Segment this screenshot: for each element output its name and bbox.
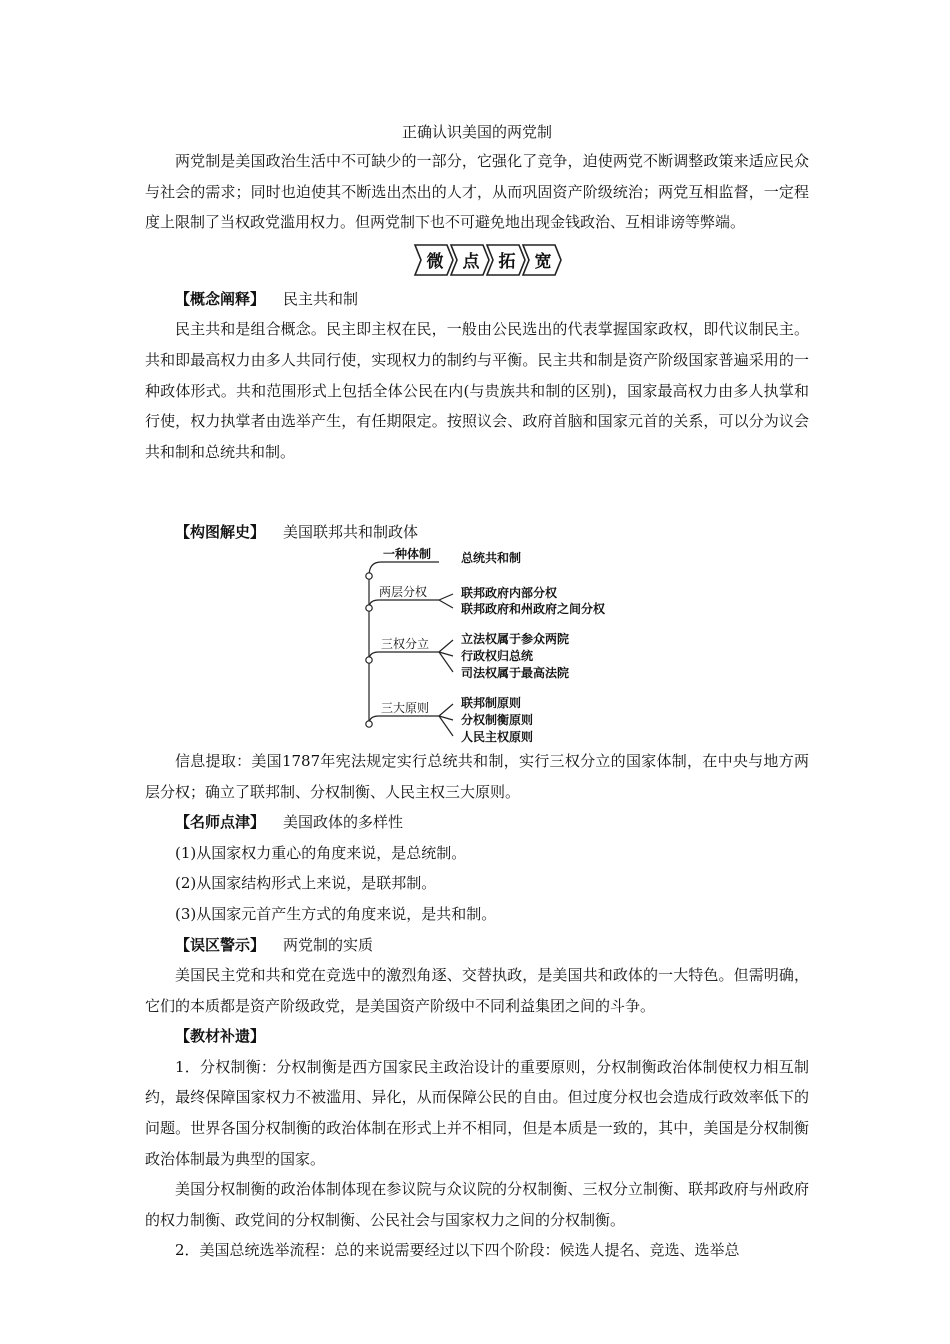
page-title: 正确认识美国的两党制 [401,123,552,141]
fork-3 [439,640,453,672]
supplement-heading [145,1021,809,1052]
branch-2 [369,600,439,608]
leaf-label: 联邦制原则 [461,695,522,710]
teacher-topic: 美国政体的多样性 [283,813,404,832]
banner-char-4: 宽 [534,251,552,272]
intro-paragraph: 两党制是美国政治生活中不可缺少的一部分，它强化了竞争，迫使两党不断调整政策来适应民众与社会的需求；同时也迫使其不断选出杰出的人才，从而巩固资产阶级统治；两党互相监督，一定程度上限制了当权政党滥用权力。但两党制下也不可避免地出现金钱政治、互相诽谤等弊端。 [145,152,809,232]
node-dot-3 [366,657,372,663]
leaf-label: 联邦政府和州政府之间分权 [461,601,606,616]
diagram-tag: 【构图解史】 [175,523,266,542]
teacher-item: (2)从国家结构形式上来说，是联邦制。 [175,874,437,893]
node-label-4: 三大原则 [381,700,430,715]
teacher-item: (1)从国家权力重心的角度来说，是总统制。 [175,843,467,862]
fork-2 [439,594,453,608]
concept-heading [145,284,809,315]
branch-4 [369,716,439,724]
concept-paragraph: 民主共和是组合概念。民主即主权在民，一般由公民选出的代表掌握国家政权，即代议制民主。共和即最高权力由多人共同行使，实现权力的制约与平衡。民主共和制是资产阶级国家普遍采用的一种政体形式。共和范围形式上包括全体公民在内(与贵族共和制的区别)，国家最高权力由多人执掌和行使，权力执掌者由选举产生，有任期限定。按照议会、政府首脑和国家元首的关系，可以分为议会共和制和总统共和制。 [145,320,809,461]
warning-topic: 两党制的实质 [283,935,374,954]
banner-char-3: 拓 [498,251,516,272]
banner-graphic [413,242,563,278]
document-page [145,118,809,1266]
node-label-1: 一种体制 [383,546,432,561]
node-dot-4 [366,721,372,727]
structure-diagram [145,548,809,746]
node-dot-1 [366,573,372,579]
supplement-paragraph-3: 2．美国总统选举流程：总的来说需要经过以下四个阶段：候选人提名、竞选、选举总 [175,1241,740,1260]
leaf-label: 联邦政府内部分权 [461,585,558,600]
leaf-label: 分权制衡原则 [461,712,534,727]
teacher-tag: 【名师点津】 [175,813,266,832]
info-paragraph: 信息提取：美国1787年宪法规定实行总统共和制，实行三权分立的国家体制，在中央与地方两层分权；确立了联邦制、分权制衡、人民主权三大原则。 [145,751,809,801]
leaf-label: 立法权属于参众两院 [461,631,570,646]
leaf-label: 人民主权原则 [461,729,534,744]
banner-char-1: 微 [426,251,444,272]
diagram-topic: 美国联邦共和制政体 [283,523,419,542]
fork-4 [439,704,453,736]
diagram-heading [145,517,809,548]
node-dot-2 [366,605,372,611]
supplement-tag: 【教材补遗】 [175,1027,266,1046]
teacher-heading [145,807,809,838]
supplement-paragraph-1: 1．分权制衡：分权制衡是西方国家民主政治设计的重要原则，分权制衡政治体制使权力相互制约，最终保障国家权力不被滥用、异化，从而保障公民的自由。但过度分权也会造成行政效率低下的问题。世界各国分权制衡的政治体制在形式上并不相同，但是本质是一致的，其中，美国是分权制衡政治体制最为典型的国家。 [145,1057,809,1168]
leaf-label: 司法权属于最高法院 [461,665,570,680]
concept-topic: 民主共和制 [283,289,359,308]
warning-heading [145,930,809,961]
supplement-paragraph-2: 美国分权制衡的政治体制体现在参议院与众议院的分权制衡、三权分立制衡、联邦政府与州政府的权力制衡、政党间的分权制衡、公民社会与国家权力之间的分权制衡。 [145,1180,809,1229]
banner-char-2: 点 [462,251,480,272]
node-label-3: 三权分立 [381,636,430,651]
warning-paragraph: 美国民主党和共和党在竞选中的激烈角逐、交替执政，是美国共和政体的一大特色。但需明确，它们的本质都是资产阶级政党，是美国资产阶级中不同利益集团之间的斗争。 [145,966,809,1015]
node-label-2: 两层分权 [379,584,428,599]
leaf-label: 行政权归总统 [461,648,534,663]
branch-3 [369,652,439,660]
teacher-item: (3)从国家元首产生方式的角度来说，是共和制。 [175,904,497,923]
section-banner [145,242,809,284]
warning-tag: 【误区警示】 [175,935,266,954]
leaf-label: 总统共和制 [461,550,522,565]
branch-1 [369,562,439,576]
concept-tag: 【概念阐释】 [175,289,266,308]
